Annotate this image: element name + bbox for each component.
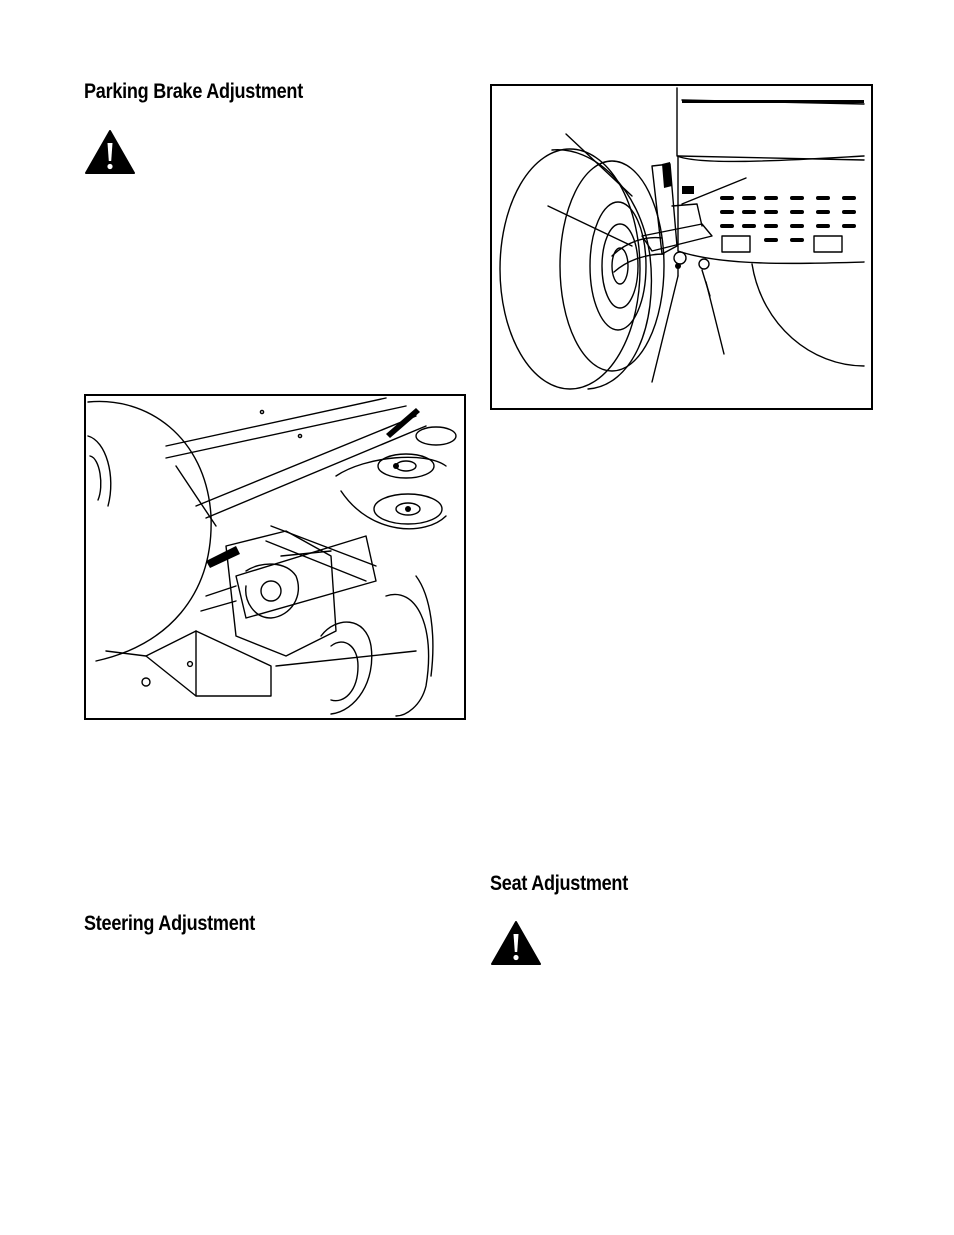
section-title-steering: Steering Adjustment <box>84 912 256 935</box>
section-title-seat: Seat Adjustment <box>490 872 628 895</box>
section-title-parking-brake: Parking Brake Adjustment <box>84 80 303 103</box>
warning-triangle-icon <box>490 920 542 966</box>
parking-brake-illustration <box>86 396 464 718</box>
warning-triangle-icon <box>84 129 136 175</box>
front-wheel-illustration <box>492 86 871 408</box>
parking-brake-figure <box>84 394 466 720</box>
steering-adjustment-figure <box>490 84 873 410</box>
